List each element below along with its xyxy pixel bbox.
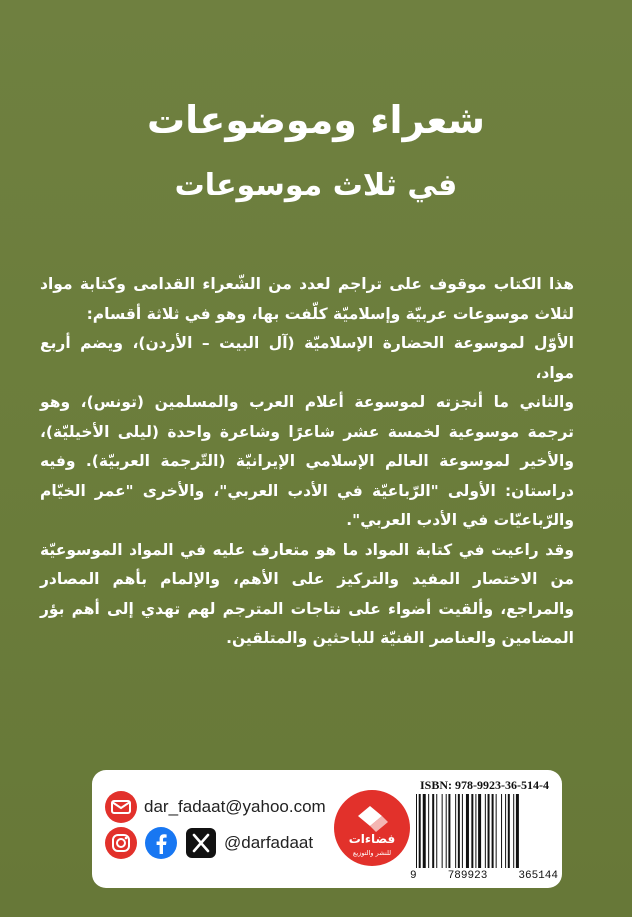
publisher-name: فضاءات xyxy=(348,832,396,846)
barcode-bar xyxy=(475,794,476,868)
barcode-bar xyxy=(446,794,447,868)
barcode-bar xyxy=(423,794,426,868)
barcode-bar xyxy=(471,794,473,868)
barcode-bar xyxy=(419,794,421,868)
book-subtitle: في ثلاث موسوعات xyxy=(174,168,458,203)
barcode-digit-group: 789923 xyxy=(447,870,488,882)
barcode-bar xyxy=(462,794,463,868)
barcode-bar xyxy=(516,794,519,868)
barcode-bar xyxy=(478,794,481,868)
barcode-bar xyxy=(428,794,429,868)
blurb-paragraph: الأوّل لموسوعة الحضارة الإسلاميّة (آل البيت – الأردن)، ويضم أربع مواد، xyxy=(40,334,574,382)
barcode-bar xyxy=(492,794,494,868)
email-icon xyxy=(104,790,138,824)
barcode-bar xyxy=(496,794,497,868)
email-row xyxy=(104,790,326,824)
social-row xyxy=(104,826,313,860)
social-handle[interactable]: @darfadaat xyxy=(224,833,314,852)
publisher-info-box xyxy=(92,770,562,888)
isbn-label: ISBN: 978-9923-36-514-4 xyxy=(420,778,549,792)
barcode-bar xyxy=(466,794,469,868)
blurb xyxy=(40,270,574,654)
barcode-bar xyxy=(488,794,490,868)
barcode xyxy=(414,794,554,872)
barcode-digit-group: 9 xyxy=(410,870,417,882)
barcode-bar xyxy=(436,794,437,868)
blurb-paragraph: هذا الكتاب موقوف على تراجم لعدد من الشّعراء القدامى وكتابة مواد لثلاث موسوعات عربيّة وإسلاميّة كلّفت بها، وهو في ثلاثة أقسام: xyxy=(40,275,574,323)
blurb-paragraph: وقد راعيت في كتابة المواد ما هو متعارف عليه في المواد الموسوعيّة من الاختصار المفيد والتركيز على الأهم، والإلمام بأهم المصادر والمراجع، وألقيت أضواء على نتاجات المترجم لهم تهدي إلى أهم بؤر المضامين والعناصر الفنيّة للباحثين والمتلقين. xyxy=(40,540,574,647)
publisher-logo xyxy=(332,788,412,868)
barcode-bar xyxy=(505,794,506,868)
barcode-bar xyxy=(442,794,443,868)
barcode-digits xyxy=(410,870,558,882)
barcode-bar xyxy=(513,794,514,868)
barcode-bar xyxy=(501,794,502,868)
barcode-bar xyxy=(416,794,417,868)
barcode-digit-group: 365144 xyxy=(518,870,558,882)
barcode-bar xyxy=(485,794,486,868)
instagram-icon[interactable] xyxy=(104,826,138,860)
publisher-tagline: للنشر والتوزيع xyxy=(352,849,392,857)
email-address[interactable]: dar_fadaat@yahoo.com xyxy=(144,797,326,816)
barcode-bar xyxy=(508,794,510,868)
barcode-bar xyxy=(432,794,434,868)
x-icon[interactable] xyxy=(184,826,218,860)
blurb-paragraph: والثاني ما أنجزته لموسوعة أعلام العرب والمسلمين (تونس)، وهو ترجمة موسوعية لخمسة عشر شاعرًا وشاعرة واحدة (ليلى الأخيليّة)، والأخير لموسوعة العالم الإسلامي الإيرانيّة (التّرجمة العربيّة). وفيه دراستان: الأولى "الرّباعيّة في الأدب العربي"، والأخرى "عمر الخيّام والرّباعيّات في الأدب العربي". xyxy=(40,393,574,529)
book-title: شعراء وموضوعات xyxy=(146,98,486,142)
barcode-bar xyxy=(458,794,460,868)
barcode-bar xyxy=(455,794,456,868)
barcode-bar xyxy=(448,794,450,868)
facebook-icon[interactable] xyxy=(144,826,178,860)
